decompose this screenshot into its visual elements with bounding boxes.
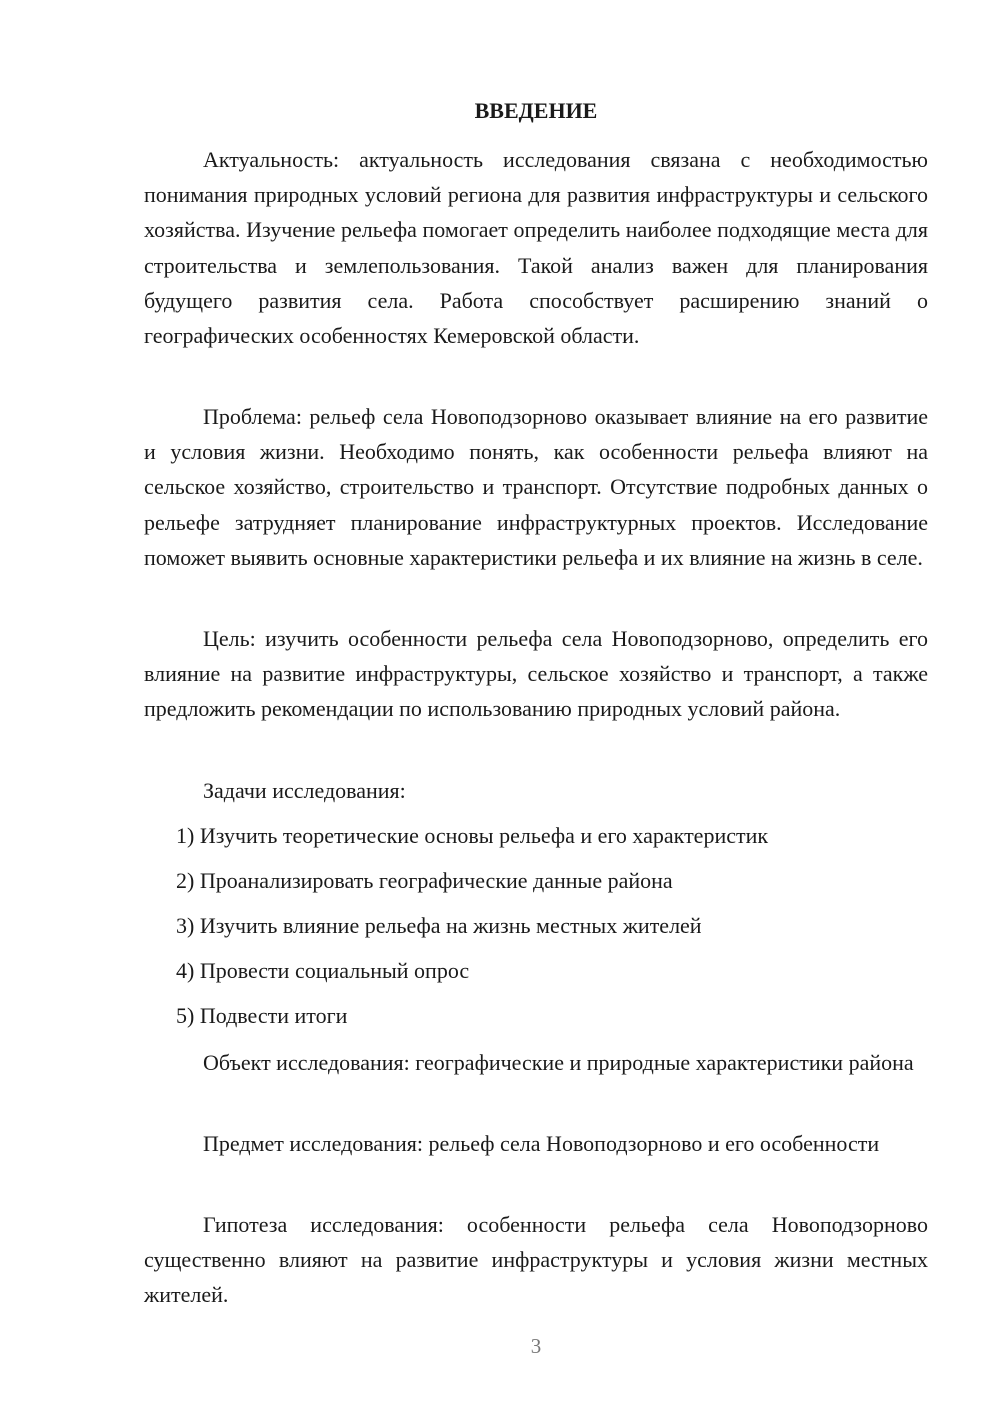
task-item-5: 5) Подвести итоги — [176, 1003, 348, 1028]
page-number: 3 — [530, 1334, 542, 1358]
page-title: ВВЕДЕНИЕ — [474, 98, 598, 123]
goal-paragraph: Цель: изучить особенности рельефа села Новоподзорново, определить его влияние на развитие инфраструктуры, сельское хозяйство и транспорт, а также предложить рекомендации по использованию природных условий района. — [144, 626, 928, 722]
task-item-3: 3) Изучить влияние рельефа на жизнь местных жителей — [176, 913, 702, 938]
object-paragraph: Объект исследования: географические и природные характеристики района — [203, 1050, 914, 1075]
relevance-paragraph: Актуальность: актуальность исследования связана с необходимостью понимания природных условий региона для развития инфраструктуры и сельского хозяйства. Изучение рельефа помогает определить наиболее подходящие места для строительства и землепользования. Такой анализ важен для планирования будущего развития села. Работа способствует расширению знаний о географических особенностях Кемеровской области. — [144, 147, 928, 349]
hypothesis-paragraph: Гипотеза исследования: особенности рельефа села Новоподзорново существенно влияют на развитие инфраструктуры и условия жизни местных жителей. — [144, 1212, 928, 1308]
tasks-heading: Задачи исследования: — [203, 778, 406, 803]
subject-paragraph: Предмет исследования: рельеф села Новоподзорново и его особенности — [203, 1131, 880, 1156]
task-item-4: 4) Провести социальный опрос — [176, 958, 470, 983]
problem-paragraph: Проблема: рельеф села Новоподзорново оказывает влияние на его развитие и условия жизни. Необходимо понять, как особенности рельефа влияют на сельское хозяйство, строительство и транспорт. Отсутствие подробных данных о рельефе затрудняет планирование инфраструктурных проектов. Исследование поможет выявить основные характеристики рельефа и их влияние на жизнь в селе. — [144, 404, 928, 570]
task-item-1: 1) Изучить теоретические основы рельефа и его характеристик — [176, 823, 769, 848]
task-item-2: 2) Проанализировать географические данные района — [176, 868, 673, 893]
